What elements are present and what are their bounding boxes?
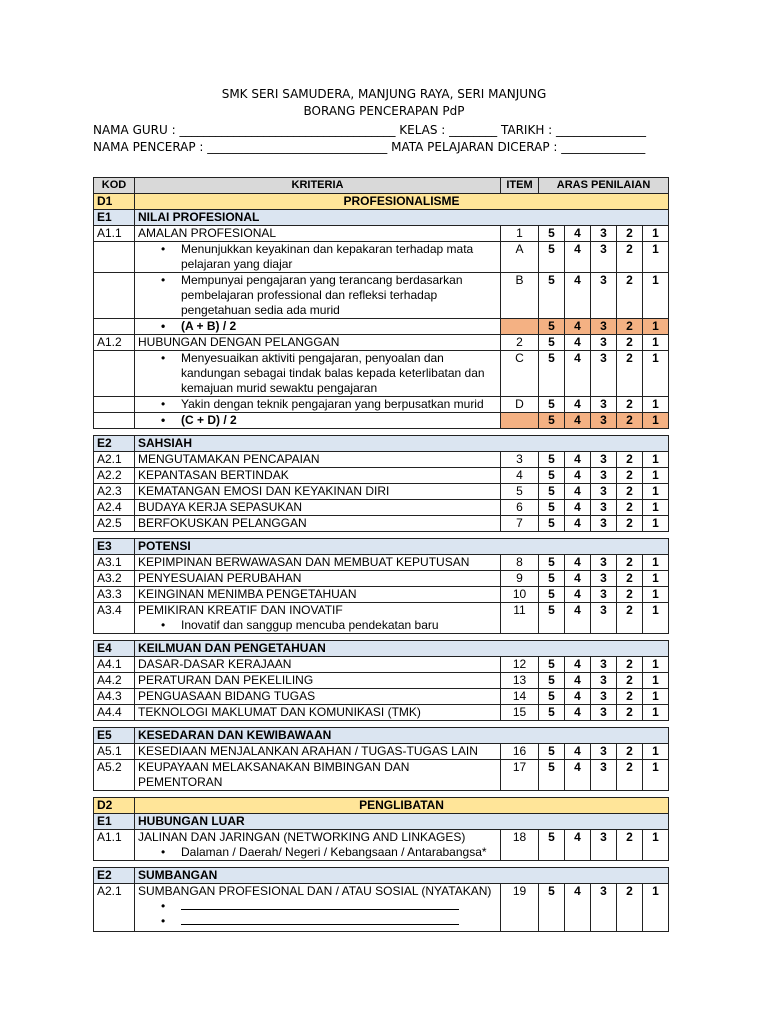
score-3[interactable]: 3: [591, 452, 617, 468]
score-1[interactable]: 1: [643, 587, 669, 603]
row-label: PERATURAN DAN PEKELILING: [135, 673, 501, 689]
row-item: 10: [501, 587, 539, 603]
element-title: HUBUNGAN LUAR: [135, 814, 669, 830]
row-label: KEPIMPINAN BERWAWASAN DAN MEMBUAT KEPUTUSAN: [135, 555, 501, 571]
score-5[interactable]: 5: [539, 242, 565, 273]
score-4[interactable]: 4: [565, 452, 591, 468]
element-e1: [94, 210, 669, 226]
blank-line-1[interactable]: [135, 899, 500, 914]
score-1[interactable]: 1: [643, 760, 669, 791]
row-code: A4.1: [94, 657, 135, 673]
score-3[interactable]: 3: [591, 516, 617, 532]
score-2[interactable]: 2: [617, 884, 643, 932]
element-code: E1: [94, 814, 135, 830]
element-code: E2: [94, 436, 135, 452]
score-4[interactable]: 4: [565, 603, 591, 634]
score-1[interactable]: 1: [643, 335, 669, 351]
row-label: TEKNOLOGI MAKLUMAT DAN KOMUNIKASI (TMK): [135, 705, 501, 721]
table-row: [94, 226, 669, 242]
row-label: JALINAN DAN JARINGAN (NETWORKING AND LINKAGES): [138, 830, 466, 844]
row-label: KEPANTASAN BERTINDAK: [135, 468, 501, 484]
table-row: [94, 351, 669, 397]
write-in-line[interactable]: [181, 900, 459, 910]
row-label: KEUPAYAAN MELAKSANAKAN BIMBINGAN DAN PEMENTORAN: [135, 760, 501, 791]
table-row: [94, 744, 669, 760]
table-row: [94, 657, 669, 673]
score-2: 2: [617, 413, 643, 429]
row-code: A1.1: [94, 830, 135, 861]
score-1[interactable]: 1: [643, 351, 669, 397]
score-2[interactable]: 2: [617, 226, 643, 242]
bullet-item: • Menyesuaikan aktiviti pengajaran, penyoalan dan kandungan sebagai tindak balas kepada keterlibatan dan kemajuan murid sewaktu pengajaran: [135, 351, 501, 397]
table-row: [94, 603, 669, 634]
row-code: A5.1: [94, 744, 135, 760]
row-item: 12: [501, 657, 539, 673]
score-5[interactable]: 5: [539, 500, 565, 516]
score-1[interactable]: 1: [643, 603, 669, 634]
row-label: KEMATANGAN EMOSI DAN KEYAKINAN DIRI: [135, 484, 501, 500]
score-2[interactable]: 2: [617, 242, 643, 273]
score-5[interactable]: 5: [539, 657, 565, 673]
bullet-item: • Menunjukkan keyakinan dan kepakaran terhadap mata pelajaran yang diajar: [135, 242, 501, 273]
observer-info-line[interactable]: NAMA PENCERAP : ______________________________ MATA PELAJARAN DICERAP : ______________: [93, 140, 646, 154]
score-5[interactable]: 5: [539, 452, 565, 468]
row-label: KEINGINAN MENIMBA PENGETAHUAN: [135, 587, 501, 603]
score-1[interactable]: 1: [643, 689, 669, 705]
score-5[interactable]: 5: [539, 884, 565, 932]
row-code: A4.2: [94, 673, 135, 689]
score-4[interactable]: 4: [565, 351, 591, 397]
score-4[interactable]: 4: [565, 673, 591, 689]
score-4[interactable]: 4: [565, 689, 591, 705]
element-title: SAHSIAH: [135, 436, 669, 452]
score-2[interactable]: 2: [617, 555, 643, 571]
row-item: 19: [501, 884, 539, 932]
row-label: HUBUNGAN DENGAN PELANGGAN: [135, 335, 501, 351]
row-code: A3.1: [94, 555, 135, 571]
score-1[interactable]: 1: [643, 705, 669, 721]
table-row: [94, 705, 669, 721]
score-4[interactable]: 4: [565, 468, 591, 484]
score-4[interactable]: 4: [565, 500, 591, 516]
score-2[interactable]: 2: [617, 689, 643, 705]
score-5: 5: [539, 319, 565, 335]
row-code: A4.3: [94, 689, 135, 705]
row-code: A1.1: [94, 226, 135, 242]
score-2[interactable]: 2: [617, 744, 643, 760]
row-item: 7: [501, 516, 539, 532]
score-3[interactable]: 3: [591, 603, 617, 634]
row-label: BERFOKUSKAN PELANGGAN: [135, 516, 501, 532]
table-row: [94, 273, 669, 319]
calc-row: [94, 319, 669, 335]
row-item: 4: [501, 468, 539, 484]
score-4[interactable]: 4: [565, 705, 591, 721]
element-e3: [94, 539, 669, 555]
element-title: NILAI PROFESIONAL: [135, 210, 669, 226]
score-5[interactable]: 5: [539, 516, 565, 532]
row-item: 2: [501, 335, 539, 351]
table-header-row: [94, 178, 669, 194]
section-title: PROFESIONALISME: [135, 194, 669, 210]
row-item: D: [501, 397, 539, 413]
row-item: 11: [501, 603, 539, 634]
row-item: 5: [501, 484, 539, 500]
write-in-line[interactable]: [181, 915, 459, 925]
score-4: 4: [565, 319, 591, 335]
table-row: [94, 673, 669, 689]
element-title: KEILMUAN DAN PENGETAHUAN: [135, 641, 669, 657]
row-code: A2.4: [94, 500, 135, 516]
row-label: PENGUASAAN BIDANG TUGAS: [135, 689, 501, 705]
table-row: [94, 452, 669, 468]
score-1[interactable]: 1: [643, 744, 669, 760]
form-header: [0, 86, 768, 120]
score-3: 3: [591, 413, 617, 429]
score-4[interactable]: 4: [565, 760, 591, 791]
section-title: PENGLIBATAN: [135, 798, 669, 814]
score-5[interactable]: 5: [539, 484, 565, 500]
score-4[interactable]: 4: [565, 242, 591, 273]
row-code: A3.2: [94, 571, 135, 587]
score-3[interactable]: 3: [591, 226, 617, 242]
score-2[interactable]: 2: [617, 500, 643, 516]
row-label: MENGUTAMAKAN PENCAPAIAN: [135, 452, 501, 468]
score-3[interactable]: 3: [591, 705, 617, 721]
score-1[interactable]: 1: [643, 657, 669, 673]
score-4[interactable]: 4: [565, 555, 591, 571]
score-1[interactable]: 1: [643, 226, 669, 242]
score-5[interactable]: 5: [539, 571, 565, 587]
score-4[interactable]: 4: [565, 571, 591, 587]
row-item: 16: [501, 744, 539, 760]
table-row: [94, 484, 669, 500]
score-3[interactable]: 3: [591, 484, 617, 500]
score-5: 5: [539, 413, 565, 429]
score-4[interactable]: 4: [565, 884, 591, 932]
table-row: [94, 397, 669, 413]
score-4[interactable]: 4: [565, 744, 591, 760]
score-5[interactable]: 5: [539, 603, 565, 634]
row-item: 13: [501, 673, 539, 689]
score-2[interactable]: 2: [617, 452, 643, 468]
score-3[interactable]: 3: [591, 273, 617, 319]
row-label-with-bullet: [135, 830, 501, 861]
score-2[interactable]: 2: [617, 673, 643, 689]
score-2[interactable]: 2: [617, 273, 643, 319]
score-2[interactable]: 2: [617, 587, 643, 603]
row-code: A3.4: [94, 603, 135, 634]
score-3[interactable]: 3: [591, 657, 617, 673]
score-3[interactable]: 3: [591, 587, 617, 603]
element-e2: [94, 436, 669, 452]
score-3[interactable]: 3: [591, 351, 617, 397]
calc-row: [94, 413, 669, 429]
score-1[interactable]: 1: [643, 484, 669, 500]
score-3[interactable]: 3: [591, 397, 617, 413]
score-1[interactable]: 1: [643, 516, 669, 532]
score-3[interactable]: 3: [591, 468, 617, 484]
score-3[interactable]: 3: [591, 242, 617, 273]
score-2[interactable]: 2: [617, 603, 643, 634]
score-2[interactable]: 2: [617, 830, 643, 861]
row-code: A2.1: [94, 452, 135, 468]
score-3[interactable]: 3: [591, 884, 617, 932]
score-4: 4: [565, 413, 591, 429]
row-code: A4.4: [94, 705, 135, 721]
score-1[interactable]: 1: [643, 273, 669, 319]
score-5[interactable]: 5: [539, 351, 565, 397]
row-item: 3: [501, 452, 539, 468]
row-item: 17: [501, 760, 539, 791]
row-code: A2.3: [94, 484, 135, 500]
school-name: SMK SERI SAMUDERA, MANJUNG RAYA, SERI MANJUNG: [221, 87, 547, 101]
row-label: BUDAYA KERJA SEPASUKAN: [135, 500, 501, 516]
score-2[interactable]: 2: [617, 571, 643, 587]
calc-formula: • (C + D) / 2: [135, 413, 501, 429]
element-e1: [94, 814, 669, 830]
element-code: E3: [94, 539, 135, 555]
col-item: ITEM: [501, 178, 539, 194]
element-title: KESEDARAN DAN KEWIBAWAAN: [135, 728, 669, 744]
row-code: A1.2: [94, 335, 135, 351]
score-3: 3: [591, 319, 617, 335]
table-row: [94, 689, 669, 705]
section-d2: [94, 798, 669, 814]
score-1[interactable]: 1: [643, 571, 669, 587]
score-5[interactable]: 5: [539, 587, 565, 603]
score-2[interactable]: 2: [617, 657, 643, 673]
element-code: E1: [94, 210, 135, 226]
score-3[interactable]: 3: [591, 830, 617, 861]
row-label-with-bullet: [135, 603, 501, 634]
row-code: A2.1: [94, 884, 135, 932]
score-3[interactable]: 3: [591, 555, 617, 571]
row-item: 15: [501, 705, 539, 721]
row-label: PEMIKIRAN KREATIF DAN INOVATIF: [138, 603, 343, 617]
row-label: SUMBANGAN PROFESIONAL DAN / ATAU SOSIAL (NYATAKAN): [138, 884, 492, 898]
section-code: D2: [94, 798, 135, 814]
score-2: 2: [617, 319, 643, 335]
score-1: 1: [643, 319, 669, 335]
score-3[interactable]: 3: [591, 689, 617, 705]
score-4[interactable]: 4: [565, 273, 591, 319]
score-1: 1: [643, 413, 669, 429]
score-3[interactable]: 3: [591, 500, 617, 516]
row-code: A5.2: [94, 760, 135, 791]
score-1[interactable]: 1: [643, 468, 669, 484]
table-row: [94, 516, 669, 532]
col-aras: ARAS PENILAIAN: [539, 178, 669, 194]
bullet-item: • Inovatif dan sanggup mencuba pendekatan baru: [135, 618, 500, 633]
score-1[interactable]: 1: [643, 397, 669, 413]
table-row: [94, 587, 669, 603]
row-item: 9: [501, 571, 539, 587]
calc-formula: • (A + B) / 2: [135, 319, 501, 335]
row-label: DASAR-DASAR KERAJAAN: [135, 657, 501, 673]
element-title: SUMBANGAN: [135, 868, 669, 884]
score-4[interactable]: 4: [565, 226, 591, 242]
table-row: [94, 242, 669, 273]
element-title: POTENSI: [135, 539, 669, 555]
teacher-info-line[interactable]: NAMA GURU : ____________________________________ KELAS : ________ TARIKH : _______________: [93, 123, 647, 137]
row-item: 18: [501, 830, 539, 861]
row-item: 14: [501, 689, 539, 705]
score-5[interactable]: 5: [539, 744, 565, 760]
score-4[interactable]: 4: [565, 397, 591, 413]
score-5[interactable]: 5: [539, 705, 565, 721]
score-5[interactable]: 5: [539, 335, 565, 351]
row-item: B: [501, 273, 539, 319]
row-item: A: [501, 242, 539, 273]
section-d1: [94, 194, 669, 210]
table-row: [94, 500, 669, 516]
score-4[interactable]: 4: [565, 484, 591, 500]
score-2[interactable]: 2: [617, 351, 643, 397]
blank-line-2[interactable]: [135, 914, 500, 929]
row-label: AMALAN PROFESIONAL: [135, 226, 501, 242]
score-2[interactable]: 2: [617, 484, 643, 500]
score-5[interactable]: 5: [539, 673, 565, 689]
element-code: E4: [94, 641, 135, 657]
score-1[interactable]: 1: [643, 673, 669, 689]
score-4[interactable]: 4: [565, 516, 591, 532]
element-code: E2: [94, 868, 135, 884]
bullet-item: • Yakin dengan teknik pengajaran yang berpusatkan murid: [135, 397, 501, 413]
element-e2: [94, 868, 669, 884]
score-3[interactable]: 3: [591, 335, 617, 351]
score-2[interactable]: 2: [617, 705, 643, 721]
score-1[interactable]: 1: [643, 884, 669, 932]
col-kod: KOD: [94, 178, 135, 194]
section-code: D1: [94, 194, 135, 210]
table-row: [94, 335, 669, 351]
score-2[interactable]: 2: [617, 397, 643, 413]
score-5[interactable]: 5: [539, 830, 565, 861]
score-2[interactable]: 2: [617, 516, 643, 532]
row-label: KESEDIAAN MENJALANKAN ARAHAN / TUGAS-TUGAS LAIN: [135, 744, 501, 760]
score-3[interactable]: 3: [591, 760, 617, 791]
table-row: [94, 884, 669, 932]
score-2[interactable]: 2: [617, 468, 643, 484]
score-1[interactable]: 1: [643, 452, 669, 468]
score-5[interactable]: 5: [539, 555, 565, 571]
score-3[interactable]: 3: [591, 744, 617, 760]
row-item: 1: [501, 226, 539, 242]
table-row: [94, 760, 669, 791]
row-label-with-blanks: [135, 884, 501, 932]
row-code: A2.5: [94, 516, 135, 532]
score-5[interactable]: 5: [539, 468, 565, 484]
row-item: 6: [501, 500, 539, 516]
row-code: A2.2: [94, 468, 135, 484]
score-4[interactable]: 4: [565, 587, 591, 603]
score-1[interactable]: 1: [643, 500, 669, 516]
score-5[interactable]: 5: [539, 273, 565, 319]
score-2[interactable]: 2: [617, 335, 643, 351]
row-label: PENYESUAIAN PERUBAHAN: [135, 571, 501, 587]
row-code: A3.3: [94, 587, 135, 603]
score-5[interactable]: 5: [539, 226, 565, 242]
score-4[interactable]: 4: [565, 657, 591, 673]
table-row: [94, 830, 669, 861]
col-kriteria: KRITERIA: [135, 178, 501, 194]
score-3[interactable]: 3: [591, 571, 617, 587]
form-title: BORANG PENCERAPAN PdP: [303, 104, 465, 118]
element-e4: [94, 641, 669, 657]
score-5[interactable]: 5: [539, 760, 565, 791]
score-5[interactable]: 5: [539, 689, 565, 705]
score-5[interactable]: 5: [539, 397, 565, 413]
score-1[interactable]: 1: [643, 555, 669, 571]
table-row: [94, 468, 669, 484]
score-1[interactable]: 1: [643, 830, 669, 861]
bullet-item: • Dalaman / Daerah/ Negeri / Kebangsaan / Antarabangsa*: [135, 845, 500, 860]
table-row: [94, 571, 669, 587]
score-1[interactable]: 1: [643, 242, 669, 273]
row-item: 8: [501, 555, 539, 571]
bullet-item: • Mempunyai pengajaran yang terancang berdasarkan pembelajaran professional dan refleksi terhadap pengetahuan sedia ada murid: [135, 273, 501, 319]
element-e5: [94, 728, 669, 744]
table-row: [94, 555, 669, 571]
element-code: E5: [94, 728, 135, 744]
score-3[interactable]: 3: [591, 673, 617, 689]
score-4[interactable]: 4: [565, 830, 591, 861]
evaluation-table: [93, 177, 668, 932]
score-4[interactable]: 4: [565, 335, 591, 351]
row-item: C: [501, 351, 539, 397]
score-2[interactable]: 2: [617, 760, 643, 791]
